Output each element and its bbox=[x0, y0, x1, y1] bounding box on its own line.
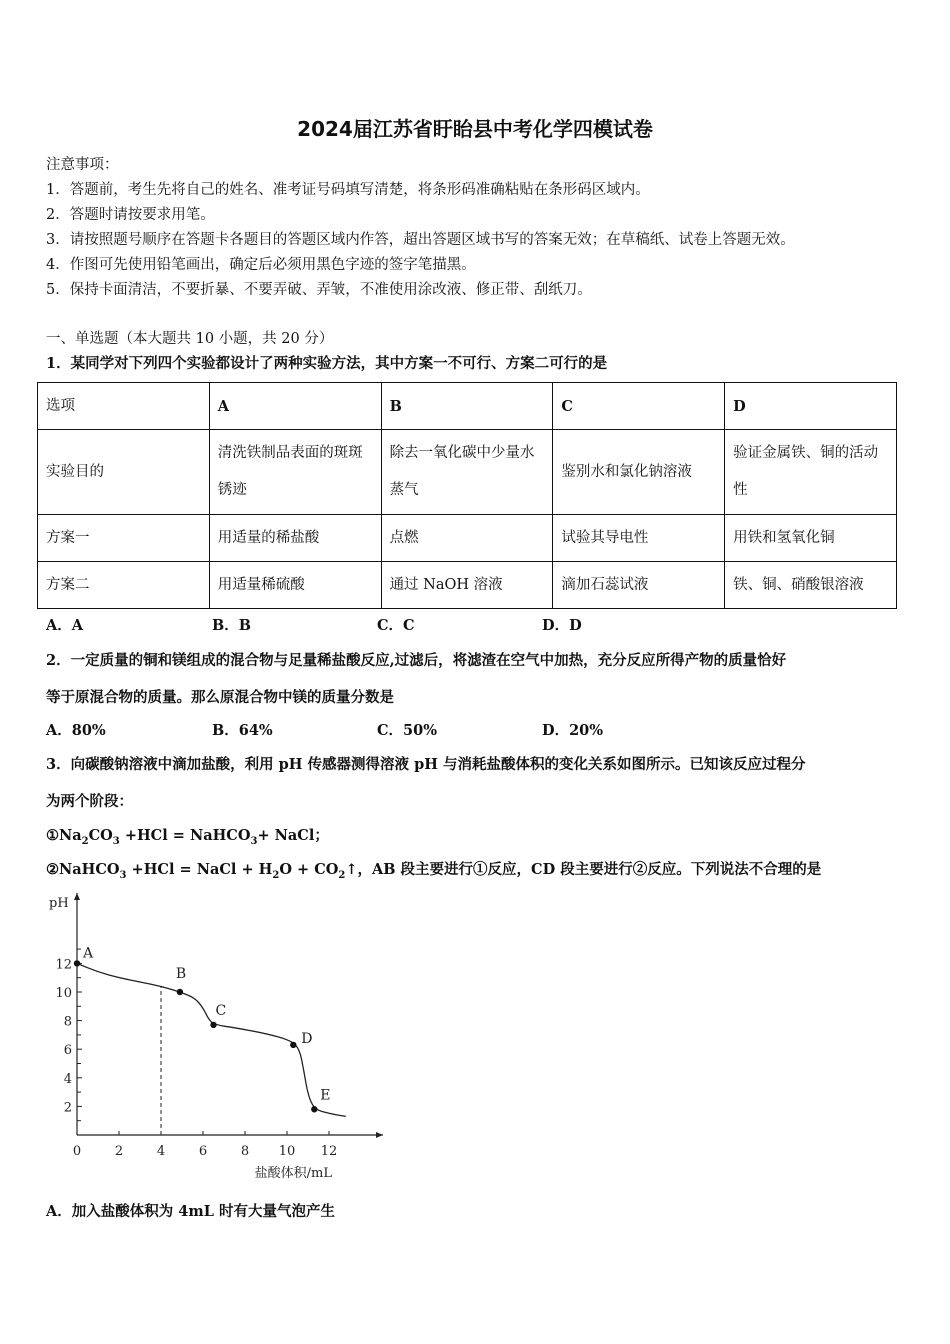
table-cell: 方案一 bbox=[38, 515, 210, 562]
x-tick-label: 0 bbox=[72, 1144, 82, 1159]
table-cell: D bbox=[725, 383, 897, 430]
table-row bbox=[38, 562, 897, 609]
y-tick-label: 4 bbox=[63, 1071, 72, 1087]
x-axis-arrow bbox=[376, 1132, 383, 1138]
y-tick-label: 12 bbox=[55, 957, 72, 973]
table-cell: 用铁和氢氧化铜 bbox=[725, 515, 897, 562]
table-cell: 方案二 bbox=[38, 562, 210, 609]
table-cell: 用适量的稀盐酸 bbox=[209, 515, 381, 562]
y-tick-label: 8 bbox=[63, 1014, 72, 1030]
point-label-c: C bbox=[215, 1002, 227, 1019]
choice-d[interactable]: D．D bbox=[542, 617, 582, 634]
x-tick-label: 10 bbox=[278, 1144, 296, 1159]
q2-stem-line2: 等于原混合物的质量。那么原混合物中镁的质量分数是 bbox=[46, 689, 394, 706]
table-cell: 点燃 bbox=[381, 515, 553, 562]
y-axis-label: pH bbox=[49, 896, 69, 911]
notice-item-2: 2．答题时请按要求用笔。 bbox=[46, 207, 215, 223]
choice-c[interactable]: C．50% bbox=[377, 722, 437, 739]
choice-b[interactable]: B．64% bbox=[212, 722, 273, 739]
point-label-d: D bbox=[301, 1030, 313, 1047]
q3-equation-2: ②NaHCO$_3$ +HCl = NaCl + $H_2O$ + $CO_2↑$，AB 段主要进行①反应，CD 段主要进行②反应。下列说法不合理的是 bbox=[46, 861, 822, 881]
section-heading: 一、单选题（本大题共 10 小题，共 20 分） bbox=[46, 331, 334, 347]
notice-heading: 注意事项： bbox=[46, 157, 119, 173]
table-cell: 验证金属铁、铜的活动性 bbox=[725, 430, 897, 515]
q3-equation-1: $①Na_2CO_3 +HCl$ = NaHCO$_3$+ NaCl； bbox=[46, 827, 329, 847]
x-axis-label: 盐酸体积/mL bbox=[254, 1166, 332, 1181]
table-cell: 通过 NaOH 溶液 bbox=[381, 562, 553, 609]
point-d bbox=[290, 1042, 296, 1048]
table-cell: B bbox=[381, 383, 553, 430]
table-row bbox=[38, 430, 897, 515]
table-cell: 除去一氧化碳中少量水蒸气 bbox=[381, 430, 553, 515]
chart-layer bbox=[49, 893, 383, 1181]
notice-item-5: 5．保持卡面清洁，不要折暴、不要弄破、弄皱，不准使用涂改液、修正带、刮纸刀。 bbox=[46, 282, 592, 298]
notice-item-3: 3．请按照题号顺序在答题卡各题目的答题区域内作答，超出答题区域书写的答案无效；在草稿纸、试卷上答题无效。 bbox=[46, 232, 795, 248]
q3-stem-line2: 为两个阶段： bbox=[46, 793, 133, 810]
table-cell: 清洗铁制品表面的斑斑锈迹 bbox=[209, 430, 381, 515]
y-axis-arrow bbox=[74, 893, 80, 900]
y-tick-label: 10 bbox=[55, 986, 72, 1001]
point-a bbox=[74, 960, 80, 966]
q2-stem-line1: 2．一定质量的铜和镁组成的混合物与足量稀盐酸反应,过滤后，将滤渣在空气中加热，充分反应所得产物的质量恰好 bbox=[46, 652, 787, 669]
point-label-a: A bbox=[83, 945, 94, 962]
x-tick-label: 12 bbox=[320, 1144, 338, 1159]
page-title: 2024届江苏省盱眙县中考化学四模试卷 bbox=[297, 117, 653, 141]
table-cell: 试验其导电性 bbox=[553, 515, 725, 562]
choice-a[interactable]: A．A bbox=[46, 617, 84, 634]
q1-table bbox=[37, 382, 897, 609]
point-c bbox=[210, 1022, 216, 1028]
point-e bbox=[311, 1106, 317, 1112]
table-row bbox=[38, 515, 897, 562]
notice-item-4: 4．作图可先使用铅笔画出，确定后必须用黑色字迹的签字笔描黑。 bbox=[46, 257, 476, 273]
x-tick-label: 2 bbox=[114, 1144, 124, 1159]
x-tick-label: 6 bbox=[198, 1144, 208, 1159]
table-cell: 选项 bbox=[38, 383, 210, 430]
x-tick-label: 8 bbox=[240, 1144, 250, 1159]
table-cell: 滴加石蕊试液 bbox=[553, 562, 725, 609]
table-row bbox=[38, 383, 897, 430]
table-cell: 鉴别水和氯化钠溶液 bbox=[553, 430, 725, 515]
table-cell: 实验目的 bbox=[38, 430, 210, 515]
notice-item-1: 1．答题前，考生先将自己的姓名、准考证号码填写清楚，将条形码准确粘贴在条形码区域内。 bbox=[46, 182, 650, 198]
table-cell: C bbox=[553, 383, 725, 430]
point-label-b: B bbox=[175, 966, 187, 982]
q1-stem: 1．某同学对下列四个实验都设计了两种实验方法，其中方案一不可行、方案二可行的是 bbox=[46, 355, 608, 372]
ph-chart bbox=[40, 885, 400, 1190]
choice-d[interactable]: D．20% bbox=[542, 722, 604, 739]
table-cell: A bbox=[209, 383, 381, 430]
q3-stem-line1: 3．向碳酸钠溶液中滴加盐酸，利用 pH 传感器测得溶液 pH 与消耗盐酸体积的变化关系如图所示。已知该反应过程分 bbox=[46, 756, 806, 773]
y-tick-label: 6 bbox=[63, 1043, 72, 1059]
q3-option-a[interactable]: A．加入盐酸体积为 4mL 时有大量气泡产生 bbox=[46, 1203, 335, 1220]
table-cell: 铁、铜、硝酸银溶液 bbox=[725, 562, 897, 609]
choice-b[interactable]: B．B bbox=[212, 617, 252, 634]
point-label-e: E bbox=[320, 1087, 331, 1104]
choice-c[interactable]: C．C bbox=[377, 617, 415, 634]
choice-a[interactable]: A．80% bbox=[46, 722, 106, 739]
table-cell: 用适量稀硫酸 bbox=[209, 562, 381, 609]
point-b bbox=[177, 989, 183, 995]
y-tick-label: 2 bbox=[63, 1100, 72, 1116]
x-tick-label: 4 bbox=[156, 1144, 166, 1159]
